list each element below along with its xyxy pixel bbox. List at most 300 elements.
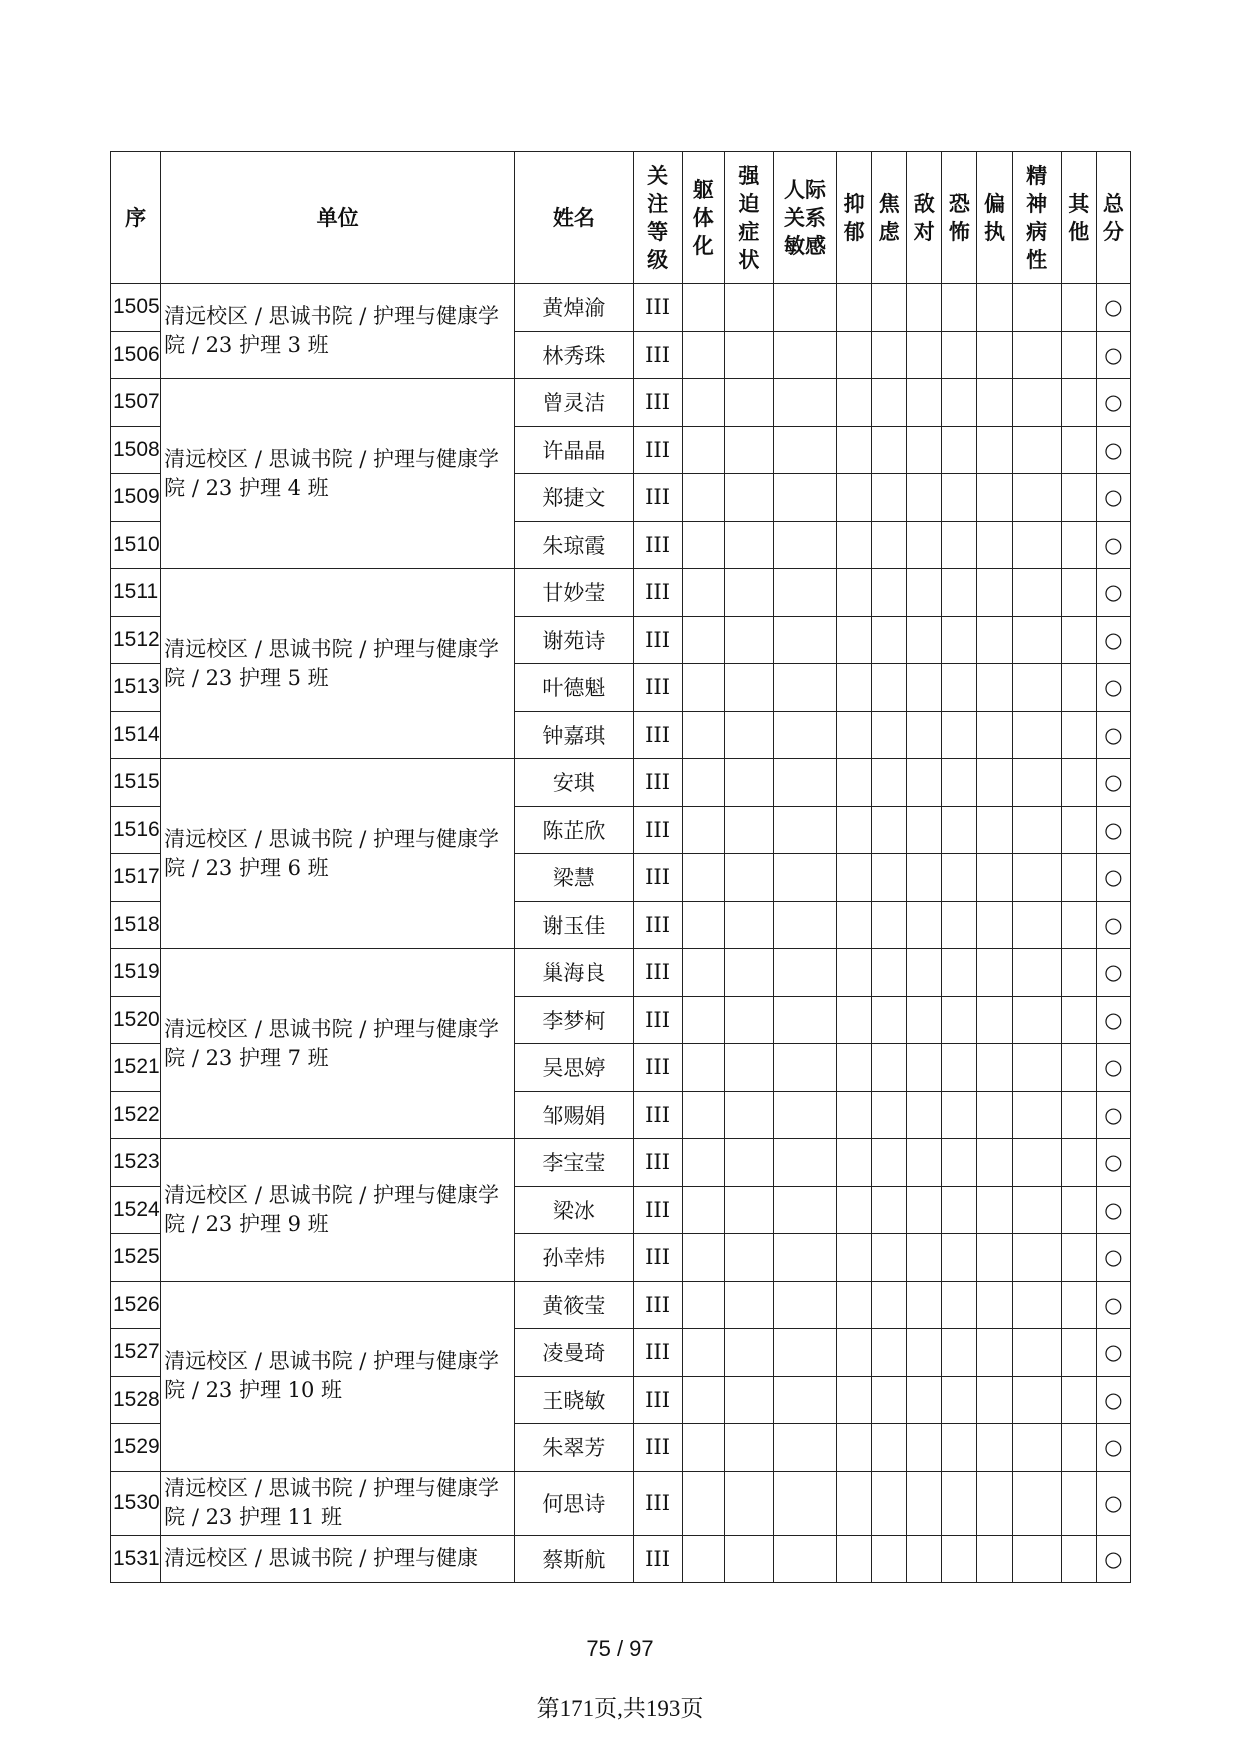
- row-other-cell: [1061, 1376, 1096, 1424]
- row-total: ○: [1096, 426, 1130, 474]
- row-phobia-cell: [942, 901, 977, 949]
- table-row: [111, 284, 1131, 332]
- row-paranoia-cell: [977, 711, 1012, 759]
- row-psychoticism-cell: [1012, 474, 1061, 522]
- row-interpersonal-cell: [773, 806, 836, 854]
- row-anxiety-cell: [872, 1091, 907, 1139]
- row-total: ○: [1096, 1424, 1130, 1472]
- row-attention-level: III: [633, 1424, 682, 1472]
- row-seq: 1519: [111, 949, 161, 997]
- student-attention-table: [110, 151, 1131, 1583]
- row-phobia-cell: [942, 1535, 977, 1583]
- row-name: 许晶晶: [515, 426, 633, 474]
- row-psychoticism-cell: [1012, 1376, 1061, 1424]
- row-total: ○: [1096, 1091, 1130, 1139]
- row-psychoticism-cell: [1012, 854, 1061, 902]
- row-hostility-cell: [907, 331, 942, 379]
- header-phobia: 恐怖: [942, 152, 977, 284]
- row-seq: 1507: [111, 379, 161, 427]
- row-other-cell: [1061, 1424, 1096, 1472]
- row-seq: 1528: [111, 1376, 161, 1424]
- row-psychoticism-cell: [1012, 996, 1061, 1044]
- row-seq: 1508: [111, 426, 161, 474]
- row-obsessive-cell: [724, 1535, 773, 1583]
- row-other-cell: [1061, 1281, 1096, 1329]
- row-phobia-cell: [942, 284, 977, 332]
- row-somatization-cell: [682, 616, 724, 664]
- row-interpersonal-cell: [773, 1329, 836, 1377]
- table-body: [111, 284, 1131, 1583]
- row-seq: 1521: [111, 1044, 161, 1092]
- row-anxiety-cell: [872, 1139, 907, 1187]
- row-seq: 1520: [111, 996, 161, 1044]
- row-depression-cell: [837, 854, 872, 902]
- row-interpersonal-cell: [773, 1186, 836, 1234]
- row-attention-level: III: [633, 854, 682, 902]
- row-name: 朱琼霞: [515, 521, 633, 569]
- row-total: ○: [1096, 1471, 1130, 1535]
- row-seq: 1524: [111, 1186, 161, 1234]
- row-phobia-cell: [942, 854, 977, 902]
- row-unit: 清远校区 / 思诚书院 / 护理与健康学院 / 23 护理 3 班: [161, 284, 515, 379]
- row-hostility-cell: [907, 1139, 942, 1187]
- table-row: [111, 569, 1131, 617]
- row-total: ○: [1096, 569, 1130, 617]
- row-somatization-cell: [682, 521, 724, 569]
- row-psychoticism-cell: [1012, 1424, 1061, 1472]
- row-name: 谢苑诗: [515, 616, 633, 664]
- row-psychoticism-cell: [1012, 1471, 1061, 1535]
- row-somatization-cell: [682, 711, 724, 759]
- row-psychoticism-cell: [1012, 949, 1061, 997]
- row-depression-cell: [837, 1281, 872, 1329]
- row-other-cell: [1061, 806, 1096, 854]
- row-name: 李梦柯: [515, 996, 633, 1044]
- row-depression-cell: [837, 949, 872, 997]
- row-anxiety-cell: [872, 1471, 907, 1535]
- row-other-cell: [1061, 521, 1096, 569]
- row-interpersonal-cell: [773, 1281, 836, 1329]
- row-seq: 1529: [111, 1424, 161, 1472]
- row-obsessive-cell: [724, 1139, 773, 1187]
- row-attention-level: III: [633, 949, 682, 997]
- header-unit: 单位: [161, 152, 515, 284]
- row-depression-cell: [837, 616, 872, 664]
- row-name: 林秀珠: [515, 331, 633, 379]
- row-other-cell: [1061, 379, 1096, 427]
- row-paranoia-cell: [977, 616, 1012, 664]
- row-phobia-cell: [942, 996, 977, 1044]
- row-seq: 1531: [111, 1535, 161, 1583]
- row-other-cell: [1061, 474, 1096, 522]
- row-anxiety-cell: [872, 664, 907, 712]
- row-depression-cell: [837, 1329, 872, 1377]
- row-paranoia-cell: [977, 854, 1012, 902]
- row-seq: 1510: [111, 521, 161, 569]
- row-total: ○: [1096, 331, 1130, 379]
- row-unit: 清远校区 / 思诚书院 / 护理与健康学院 / 23 护理 9 班: [161, 1139, 515, 1282]
- row-phobia-cell: [942, 616, 977, 664]
- page-number: 75 / 97: [586, 1636, 654, 1661]
- row-interpersonal-cell: [773, 664, 836, 712]
- row-paranoia-cell: [977, 949, 1012, 997]
- row-seq: 1523: [111, 1139, 161, 1187]
- row-phobia-cell: [942, 379, 977, 427]
- row-hostility-cell: [907, 1376, 942, 1424]
- row-paranoia-cell: [977, 806, 1012, 854]
- row-paranoia-cell: [977, 426, 1012, 474]
- row-anxiety-cell: [872, 521, 907, 569]
- row-interpersonal-cell: [773, 996, 836, 1044]
- row-name: 郑捷文: [515, 474, 633, 522]
- row-obsessive-cell: [724, 1044, 773, 1092]
- row-attention-level: III: [633, 426, 682, 474]
- row-paranoia-cell: [977, 759, 1012, 807]
- row-phobia-cell: [942, 1091, 977, 1139]
- row-anxiety-cell: [872, 759, 907, 807]
- row-obsessive-cell: [724, 854, 773, 902]
- row-total: ○: [1096, 854, 1130, 902]
- row-attention-level: III: [633, 806, 682, 854]
- row-total: ○: [1096, 996, 1130, 1044]
- row-total: ○: [1096, 1329, 1130, 1377]
- row-name: 吴思婷: [515, 1044, 633, 1092]
- row-depression-cell: [837, 1376, 872, 1424]
- row-total: ○: [1096, 616, 1130, 664]
- row-interpersonal-cell: [773, 569, 836, 617]
- row-other-cell: [1061, 901, 1096, 949]
- row-anxiety-cell: [872, 284, 907, 332]
- row-phobia-cell: [942, 806, 977, 854]
- row-attention-level: III: [633, 901, 682, 949]
- row-other-cell: [1061, 949, 1096, 997]
- row-depression-cell: [837, 284, 872, 332]
- row-psychoticism-cell: [1012, 1535, 1061, 1583]
- header-psychoticism: 精神病性: [1012, 152, 1061, 284]
- row-somatization-cell: [682, 996, 724, 1044]
- row-interpersonal-cell: [773, 379, 836, 427]
- row-seq: 1515: [111, 759, 161, 807]
- row-paranoia-cell: [977, 284, 1012, 332]
- row-somatization-cell: [682, 1424, 724, 1472]
- row-seq: 1517: [111, 854, 161, 902]
- header-attention-level: 关注等级: [633, 152, 682, 284]
- row-attention-level: III: [633, 284, 682, 332]
- row-interpersonal-cell: [773, 1139, 836, 1187]
- row-seq: 1516: [111, 806, 161, 854]
- table-row: [111, 379, 1131, 427]
- row-interpersonal-cell: [773, 901, 836, 949]
- table-row: [111, 1139, 1131, 1187]
- row-somatization-cell: [682, 379, 724, 427]
- row-attention-level: III: [633, 664, 682, 712]
- row-attention-level: III: [633, 1376, 682, 1424]
- row-paranoia-cell: [977, 1471, 1012, 1535]
- row-seq: 1511: [111, 569, 161, 617]
- header-seq: 序: [111, 152, 161, 284]
- row-paranoia-cell: [977, 1186, 1012, 1234]
- row-seq: 1522: [111, 1091, 161, 1139]
- table-row: [111, 1471, 1131, 1535]
- row-other-cell: [1061, 1044, 1096, 1092]
- row-hostility-cell: [907, 474, 942, 522]
- row-name: 邹赐娟: [515, 1091, 633, 1139]
- row-interpersonal-cell: [773, 1376, 836, 1424]
- row-phobia-cell: [942, 1044, 977, 1092]
- row-obsessive-cell: [724, 1329, 773, 1377]
- row-psychoticism-cell: [1012, 1281, 1061, 1329]
- row-anxiety-cell: [872, 1424, 907, 1472]
- row-name: 陈芷欣: [515, 806, 633, 854]
- row-name: 甘妙莹: [515, 569, 633, 617]
- row-hostility-cell: [907, 521, 942, 569]
- row-hostility-cell: [907, 379, 942, 427]
- row-depression-cell: [837, 759, 872, 807]
- row-hostility-cell: [907, 949, 942, 997]
- row-name: 谢玉佳: [515, 901, 633, 949]
- row-other-cell: [1061, 664, 1096, 712]
- row-unit: 清远校区 / 思诚书院 / 护理与健康学院 / 23 护理 5 班: [161, 569, 515, 759]
- row-paranoia-cell: [977, 1091, 1012, 1139]
- row-attention-level: III: [633, 759, 682, 807]
- row-depression-cell: [837, 1139, 872, 1187]
- row-name: 叶德魁: [515, 664, 633, 712]
- row-paranoia-cell: [977, 1329, 1012, 1377]
- row-anxiety-cell: [872, 901, 907, 949]
- row-interpersonal-cell: [773, 711, 836, 759]
- row-obsessive-cell: [724, 759, 773, 807]
- row-depression-cell: [837, 996, 872, 1044]
- header-paranoia: 偏执: [977, 152, 1012, 284]
- row-obsessive-cell: [724, 1376, 773, 1424]
- row-seq: 1518: [111, 901, 161, 949]
- row-hostility-cell: [907, 1329, 942, 1377]
- row-interpersonal-cell: [773, 1424, 836, 1472]
- row-phobia-cell: [942, 426, 977, 474]
- row-somatization-cell: [682, 426, 724, 474]
- header-anxiety: 焦虑: [872, 152, 907, 284]
- row-attention-level: III: [633, 521, 682, 569]
- row-anxiety-cell: [872, 711, 907, 759]
- row-other-cell: [1061, 284, 1096, 332]
- row-name: 曾灵洁: [515, 379, 633, 427]
- row-unit: 清远校区 / 思诚书院 / 护理与健康: [161, 1535, 515, 1583]
- row-somatization-cell: [682, 1186, 724, 1234]
- row-seq: 1513: [111, 664, 161, 712]
- row-obsessive-cell: [724, 331, 773, 379]
- row-attention-level: III: [633, 379, 682, 427]
- row-depression-cell: [837, 1424, 872, 1472]
- row-somatization-cell: [682, 1535, 724, 1583]
- row-total: ○: [1096, 379, 1130, 427]
- row-obsessive-cell: [724, 901, 773, 949]
- row-somatization-cell: [682, 1471, 724, 1535]
- row-paranoia-cell: [977, 1424, 1012, 1472]
- row-paranoia-cell: [977, 474, 1012, 522]
- row-interpersonal-cell: [773, 474, 836, 522]
- header-interpersonal: 人际关系敏感: [773, 152, 836, 284]
- table-row: [111, 1281, 1131, 1329]
- row-psychoticism-cell: [1012, 569, 1061, 617]
- row-name: 何思诗: [515, 1471, 633, 1535]
- row-interpersonal-cell: [773, 1471, 836, 1535]
- row-paranoia-cell: [977, 996, 1012, 1044]
- row-psychoticism-cell: [1012, 331, 1061, 379]
- header-row: [111, 152, 1131, 284]
- row-hostility-cell: [907, 806, 942, 854]
- row-name: 孙幸炜: [515, 1234, 633, 1282]
- row-paranoia-cell: [977, 379, 1012, 427]
- row-name: 朱翠芳: [515, 1424, 633, 1472]
- row-name: 梁冰: [515, 1186, 633, 1234]
- row-seq: 1506: [111, 331, 161, 379]
- row-other-cell: [1061, 1329, 1096, 1377]
- row-anxiety-cell: [872, 474, 907, 522]
- row-hostility-cell: [907, 284, 942, 332]
- row-attention-level: III: [633, 1535, 682, 1583]
- row-anxiety-cell: [872, 1044, 907, 1092]
- row-obsessive-cell: [724, 426, 773, 474]
- row-other-cell: [1061, 1471, 1096, 1535]
- row-somatization-cell: [682, 1091, 724, 1139]
- row-other-cell: [1061, 1234, 1096, 1282]
- row-somatization-cell: [682, 949, 724, 997]
- row-total: ○: [1096, 664, 1130, 712]
- row-interpersonal-cell: [773, 426, 836, 474]
- row-somatization-cell: [682, 331, 724, 379]
- row-total: ○: [1096, 474, 1130, 522]
- row-hostility-cell: [907, 711, 942, 759]
- row-hostility-cell: [907, 1044, 942, 1092]
- row-obsessive-cell: [724, 1281, 773, 1329]
- row-attention-level: III: [633, 711, 682, 759]
- row-phobia-cell: [942, 1329, 977, 1377]
- row-anxiety-cell: [872, 331, 907, 379]
- row-phobia-cell: [942, 949, 977, 997]
- row-anxiety-cell: [872, 379, 907, 427]
- row-attention-level: III: [633, 1329, 682, 1377]
- row-psychoticism-cell: [1012, 1091, 1061, 1139]
- row-psychoticism-cell: [1012, 806, 1061, 854]
- row-interpersonal-cell: [773, 284, 836, 332]
- row-other-cell: [1061, 331, 1096, 379]
- row-seq: 1512: [111, 616, 161, 664]
- row-depression-cell: [837, 426, 872, 474]
- row-somatization-cell: [682, 759, 724, 807]
- row-interpersonal-cell: [773, 759, 836, 807]
- row-unit: 清远校区 / 思诚书院 / 护理与健康学院 / 23 护理 4 班: [161, 379, 515, 569]
- row-obsessive-cell: [724, 474, 773, 522]
- row-psychoticism-cell: [1012, 284, 1061, 332]
- row-obsessive-cell: [724, 1234, 773, 1282]
- row-interpersonal-cell: [773, 616, 836, 664]
- row-obsessive-cell: [724, 1424, 773, 1472]
- row-name: 巢海良: [515, 949, 633, 997]
- row-unit: 清远校区 / 思诚书院 / 护理与健康学院 / 23 护理 7 班: [161, 949, 515, 1139]
- row-name: 王晓敏: [515, 1376, 633, 1424]
- header-somatization: 躯体化: [682, 152, 724, 284]
- row-anxiety-cell: [872, 1535, 907, 1583]
- row-total: ○: [1096, 806, 1130, 854]
- row-seq: 1525: [111, 1234, 161, 1282]
- row-phobia-cell: [942, 1234, 977, 1282]
- row-interpersonal-cell: [773, 331, 836, 379]
- row-phobia-cell: [942, 1471, 977, 1535]
- row-paranoia-cell: [977, 1234, 1012, 1282]
- row-anxiety-cell: [872, 806, 907, 854]
- row-anxiety-cell: [872, 1234, 907, 1282]
- row-somatization-cell: [682, 284, 724, 332]
- row-phobia-cell: [942, 1424, 977, 1472]
- row-hostility-cell: [907, 1234, 942, 1282]
- row-psychoticism-cell: [1012, 664, 1061, 712]
- row-phobia-cell: [942, 521, 977, 569]
- row-attention-level: III: [633, 616, 682, 664]
- row-other-cell: [1061, 1139, 1096, 1187]
- row-unit: 清远校区 / 思诚书院 / 护理与健康学院 / 23 护理 11 班: [161, 1471, 515, 1535]
- row-psychoticism-cell: [1012, 711, 1061, 759]
- row-attention-level: III: [633, 569, 682, 617]
- row-obsessive-cell: [724, 711, 773, 759]
- row-seq: 1505: [111, 284, 161, 332]
- row-hostility-cell: [907, 854, 942, 902]
- row-obsessive-cell: [724, 664, 773, 712]
- row-interpersonal-cell: [773, 1535, 836, 1583]
- row-paranoia-cell: [977, 1044, 1012, 1092]
- row-somatization-cell: [682, 1329, 724, 1377]
- row-attention-level: III: [633, 1044, 682, 1092]
- row-hostility-cell: [907, 759, 942, 807]
- row-somatization-cell: [682, 569, 724, 617]
- row-hostility-cell: [907, 1281, 942, 1329]
- row-obsessive-cell: [724, 949, 773, 997]
- row-anxiety-cell: [872, 569, 907, 617]
- row-other-cell: [1061, 996, 1096, 1044]
- row-phobia-cell: [942, 664, 977, 712]
- row-other-cell: [1061, 854, 1096, 902]
- row-anxiety-cell: [872, 1376, 907, 1424]
- row-other-cell: [1061, 426, 1096, 474]
- row-anxiety-cell: [872, 996, 907, 1044]
- header-depression: 抑郁: [837, 152, 872, 284]
- row-paranoia-cell: [977, 569, 1012, 617]
- row-paranoia-cell: [977, 1281, 1012, 1329]
- row-phobia-cell: [942, 711, 977, 759]
- row-anxiety-cell: [872, 1329, 907, 1377]
- row-interpersonal-cell: [773, 949, 836, 997]
- row-psychoticism-cell: [1012, 521, 1061, 569]
- row-depression-cell: [837, 901, 872, 949]
- row-interpersonal-cell: [773, 521, 836, 569]
- row-psychoticism-cell: [1012, 1186, 1061, 1234]
- row-depression-cell: [837, 1091, 872, 1139]
- row-hostility-cell: [907, 1424, 942, 1472]
- header-other: 其他: [1061, 152, 1096, 284]
- row-psychoticism-cell: [1012, 379, 1061, 427]
- row-hostility-cell: [907, 1471, 942, 1535]
- row-depression-cell: [837, 1471, 872, 1535]
- row-paranoia-cell: [977, 521, 1012, 569]
- row-total: ○: [1096, 1186, 1130, 1234]
- row-hostility-cell: [907, 426, 942, 474]
- row-somatization-cell: [682, 1139, 724, 1187]
- row-seq: 1514: [111, 711, 161, 759]
- row-total: ○: [1096, 284, 1130, 332]
- row-paranoia-cell: [977, 1376, 1012, 1424]
- row-obsessive-cell: [724, 569, 773, 617]
- row-paranoia-cell: [977, 901, 1012, 949]
- row-phobia-cell: [942, 1139, 977, 1187]
